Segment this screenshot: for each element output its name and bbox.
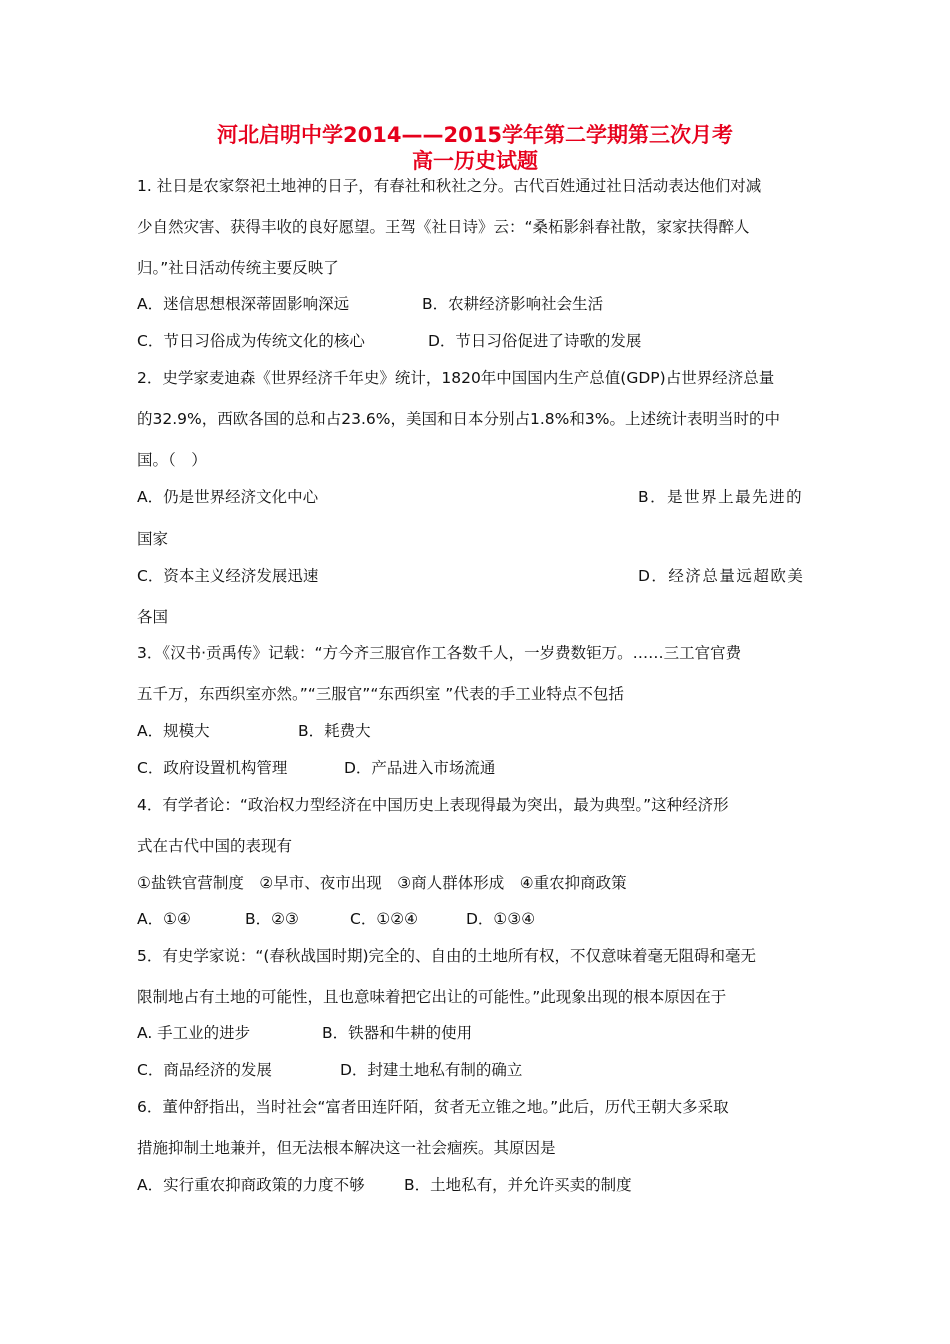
question-3-option-c: C．政府设置机构管理 [137,759,288,777]
question-2-option-b: B．是世界上最先进的 [638,488,804,506]
exam-title: 河北启明中学2014——2015学年第二学期第三次月考 [217,123,733,147]
question-2-line-3: 国。（ ） [137,451,207,469]
question-5-option-c: C．商品经济的发展 [137,1061,272,1079]
question-6-option-a: A．实行重农抑商政策的力度不够 [137,1176,365,1194]
question-4-statements: ①盐铁官营制度 ②早市、夜市出现 ③商人群体形成 ④重农抑商政策 [137,874,627,892]
question-1-line-2: 少自然灾害、获得丰收的良好愿望。王驾《社日诗》云：“桑柘影斜春社散，家家扶得醉人 [137,218,750,236]
question-5-line-1: 5．有史学家说：“(春秋战国时期)完全的、自由的土地所有权，不仅意味着毫无阻碍和毫无 [137,947,756,965]
question-4-line-2: 式在古代中国的表现有 [137,837,293,855]
question-4-option-c: C．①②④ [350,910,419,928]
question-4-line-1: 4．有学者论：“政治权力型经济在中国历史上表现得最为突出，最为典型。”这种经济形 [137,796,729,814]
question-3-option-a: A．规模大 [137,722,210,740]
question-2-option-c: C．资本主义经济发展迅速 [137,567,319,585]
question-4-option-b: B．②③ [245,910,299,928]
question-1-option-d: D．节日习俗促进了诗歌的发展 [428,332,642,350]
question-5-option-a: A. 手工业的进步 [137,1024,251,1042]
question-3-line-2: 五千万，东西织室亦然。”“三服官”“东西织室 ”代表的手工业特点不包括 [137,685,624,703]
question-3-option-b: B．耗费大 [298,722,371,740]
question-5-line-2: 限制地占有土地的可能性，且也意味着把它出让的可能性。”此现象出现的根本原因在于 [137,988,727,1006]
question-5-option-d: D．封建土地私有制的确立 [340,1061,523,1079]
question-5-option-b: B．铁器和牛耕的使用 [322,1024,473,1042]
question-1-option-b: B．农耕经济影响社会生活 [422,295,604,313]
question-3-option-d: D．产品进入市场流通 [344,759,496,777]
question-1-option-c: C．节日习俗成为传统文化的核心 [137,332,365,350]
question-6-line-1: 6．董仲舒指出，当时社会“富者田连阡陌，贫者无立锥之地。”此后，历代王朝大多采取 [137,1098,729,1116]
exam-subtitle: 高一历史试题 [412,149,538,173]
question-1-line-1: 1. 社日是农家祭祀土地神的日子，有春社和秋社之分。古代百姓通过社日活动表达他们对减 [137,177,762,195]
question-2-option-b-continued: 国家 [137,530,169,548]
question-6-option-b: B．土地私有，并允许买卖的制度 [404,1176,632,1194]
question-1-line-3: 归。”社日活动传统主要反映了 [137,259,339,277]
question-1-option-a: A．迷信思想根深蒂固影响深远 [137,295,350,313]
question-3-line-1: 3．《汉书·贡禹传》记载：“方今齐三服官作工各数千人，一岁费数钜万。……三工官官费 [137,644,742,662]
question-4-option-d: D．①③④ [466,910,536,928]
question-2-option-a: A．仍是世界经济文化中心 [137,488,319,506]
question-2-option-d: D．经济总量远超欧美 [638,567,805,585]
question-2-option-d-continued: 各国 [137,608,169,626]
question-2-line-2: 的32.9%，西欧各国的总和占23.6%，美国和日本分别占1.8%和3%。上述统计表明当时的中 [137,410,780,428]
question-4-option-a: A．①④ [137,910,191,928]
question-2-line-1: 2．史学家麦迪森《世界经济千年史》统计，1820年中国国内生产总值(GDP)占世界经济总量 [137,369,775,387]
question-6-line-2: 措施抑制土地兼并，但无法根本解决这一社会痼疾。其原因是 [137,1139,556,1157]
